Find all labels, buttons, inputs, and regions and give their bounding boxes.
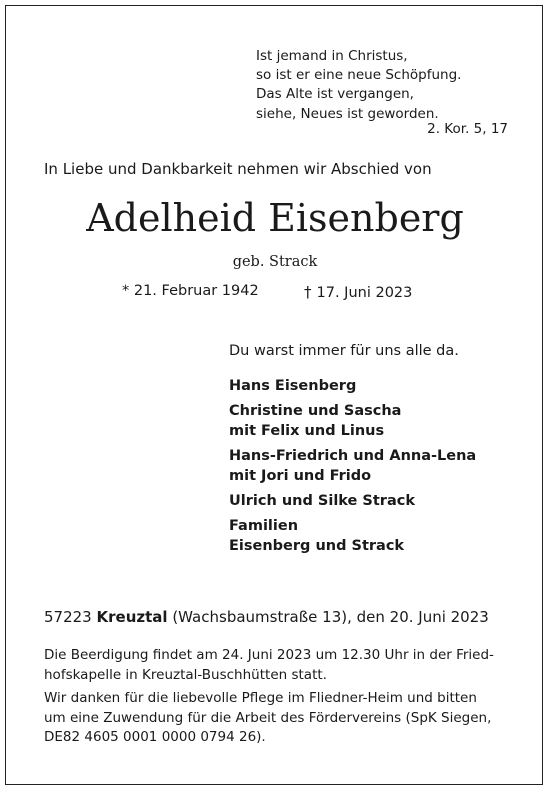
- death-date: 17. Juni 2023: [316, 285, 413, 301]
- postal-code: 57223: [44, 608, 92, 626]
- mourner-entry: [229, 401, 476, 441]
- birth-name: geb. Strack: [232, 254, 318, 270]
- mourner-entry: [229, 491, 476, 511]
- verse-line: so ist er eine neue Schöpfung.: [256, 67, 462, 84]
- verse-line: Ist jemand in Christus,: [256, 48, 408, 64]
- mourner-line: mit Jori und Frido: [229, 468, 372, 484]
- tagline: Du warst immer für uns alle da.: [229, 343, 459, 359]
- death-date-line: [304, 283, 412, 301]
- mourner-line: mit Felix und Linus: [229, 423, 385, 439]
- funeral-notice-line: hofskapelle in Kreuztal-Buschhütten statt.: [44, 666, 327, 683]
- intro-text: In Liebe und Dankbarkeit nehmen wir Abschied von: [44, 160, 432, 178]
- mourner-entry: [229, 446, 476, 486]
- birth-date: * 21. Februar 1942: [122, 283, 259, 299]
- funeral-notice: [44, 646, 507, 685]
- funeral-notice-line: Die Beerdigung findet am 24. Juni 2023 um 12.30 Uhr in der Fried-: [44, 647, 494, 663]
- verse-reference: 2. Kor. 5, 17: [427, 121, 508, 137]
- cross-icon: †: [304, 283, 312, 301]
- mourner-line: Ulrich und Silke Strack: [229, 493, 415, 509]
- mourner-entry: [229, 376, 476, 396]
- thanks-notice-line: DE82 4605 0001 0000 0794 26).: [44, 729, 266, 745]
- mourner-line: Eisenberg und Strack: [229, 538, 405, 554]
- mourner-entry: [229, 516, 476, 556]
- town-name: Kreuztal: [96, 608, 168, 626]
- thanks-notice: [44, 689, 507, 748]
- mourner-line: Hans-Friedrich und Anna-Lena: [229, 448, 477, 464]
- verse-line: Das Alte ist vergangen,: [256, 86, 414, 103]
- mourner-line: Hans Eisenberg: [229, 378, 357, 394]
- deceased-name: Adelheid Eisenberg: [86, 196, 464, 240]
- verse-line: siehe, Neues ist geworden.: [256, 105, 439, 122]
- address-date: (Wachsbaumstraße 13), den 20. Juni 2023: [172, 608, 489, 626]
- thanks-notice-line: um eine Zuwendung für die Arbeit des Fördervereins (SpK Siegen,: [44, 709, 492, 726]
- mourner-line: Familien: [229, 518, 299, 534]
- mourners-list: [229, 376, 476, 561]
- thanks-notice-line: Wir danken für die liebevolle Pflege im Fliedner-Heim und bitten: [44, 690, 477, 706]
- place-date-line: [44, 608, 489, 626]
- bible-verse: [256, 47, 461, 124]
- mourner-line: Christine und Sascha: [229, 403, 402, 419]
